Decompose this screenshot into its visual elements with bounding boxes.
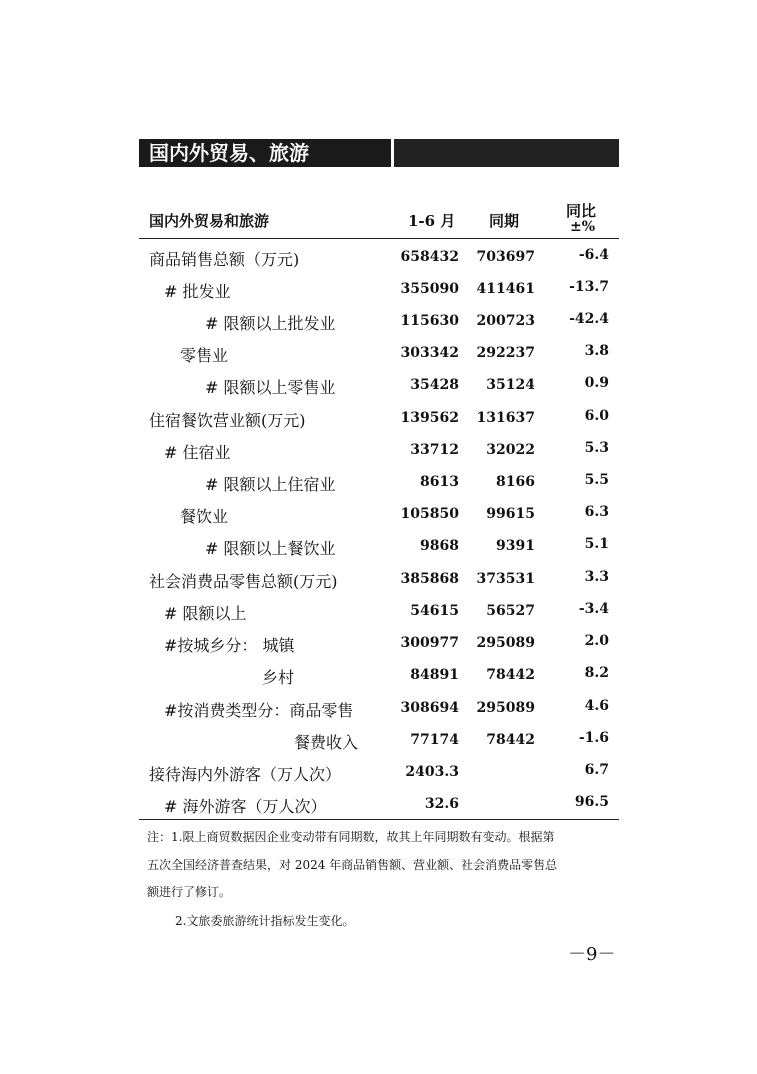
row-label: # 批发业 [164,282,231,301]
row-value-yoy: 6.0 [584,408,609,424]
row-value-yoy: 5.5 [584,472,609,488]
row-value-prior: 8166 [496,474,535,490]
row-value-prior: 295089 [476,635,535,651]
row-value-period: 300977 [400,635,459,651]
header-prior-column: 同期 [489,212,520,230]
row-value-yoy: 0.9 [584,375,609,391]
table-row [0,408,757,438]
table-row [0,665,757,695]
row-value-yoy: -42.4 [569,311,609,327]
note-line: 注：1.限上商贸数据因企业变动带有同期数，故其上年同期数有变动。根据第 [147,830,555,844]
row-label: # 限额以上住宿业 [205,475,336,494]
row-value-period: 303342 [400,345,459,361]
row-value-yoy: 3.8 [584,343,609,359]
row-value-prior: 32022 [486,442,535,458]
table-row [0,375,757,405]
row-value-prior: 78442 [486,732,535,748]
row-value-prior: 411461 [476,281,535,297]
row-value-period: 308694 [400,700,459,716]
row-value-period: 105850 [400,506,459,522]
row-value-yoy: 5.1 [584,536,609,552]
row-value-yoy: 6.3 [584,504,609,520]
row-label: # 海外游客（万人次） [164,797,327,816]
row-label: #按消费类型分：商品零售 [164,701,354,720]
table-row [0,569,757,599]
table-row [0,762,757,792]
row-value-prior: 373531 [476,571,535,587]
note-line: 额进行了修订。 [147,885,232,899]
row-value-prior: 56527 [486,603,535,619]
row-value-prior: 35124 [486,377,535,393]
table-row [0,247,757,277]
table-row [0,730,757,760]
table-row [0,440,757,470]
table-row [0,504,757,534]
table-row [0,311,757,341]
table-row [0,698,757,728]
row-value-prior: 9391 [496,538,535,554]
row-label: 乡村 [262,668,295,687]
row-label: # 限额以上餐饮业 [205,539,336,558]
note-line: 五次全国经济普查结果，对 2024 年商品销售额、营业额、社会消费品零售总 [147,858,558,872]
row-value-period: 2403.3 [405,764,459,780]
row-value-prior: 131637 [476,410,535,426]
section-title-bar [139,139,619,167]
row-label: # 住宿业 [164,443,231,462]
row-value-period: 35428 [410,377,459,393]
title-bar-filler [394,139,619,167]
row-value-prior: 99615 [486,506,535,522]
row-value-period: 355090 [400,281,459,297]
row-label: 餐费收入 [294,733,359,752]
header-item-column: 国内外贸易和旅游 [149,212,270,230]
header-divider [139,238,619,239]
row-value-period: 8613 [420,474,459,490]
row-value-yoy: 5.3 [584,440,609,456]
row-value-yoy: -13.7 [569,279,609,295]
table-bottom-divider [139,819,619,820]
row-value-yoy: 96.5 [574,794,609,810]
row-value-period: 9868 [420,538,459,554]
row-label: 餐饮业 [180,507,229,526]
row-value-yoy: 2.0 [584,633,609,649]
row-value-period: 385868 [400,571,459,587]
row-value-period: 84891 [410,667,459,683]
row-value-prior: 292237 [476,345,535,361]
row-label: # 限额以上零售业 [205,378,336,397]
row-label: 零售业 [180,346,229,365]
row-value-period: 54615 [410,603,459,619]
table-row [0,472,757,502]
row-value-yoy: 6.7 [584,762,609,778]
row-label: 社会消费品零售总额(万元) [149,572,338,591]
row-value-yoy: 4.6 [584,698,609,714]
row-value-yoy: 3.3 [584,569,609,585]
row-value-prior: 295089 [476,700,535,716]
row-value-period: 33712 [410,442,459,458]
row-value-yoy: -3.4 [578,601,609,617]
row-value-yoy: -1.6 [578,730,609,746]
table-row [0,633,757,663]
row-label: # 限额以上 [164,604,247,623]
row-label: 住宿餐饮营业额(万元) [149,411,306,430]
row-value-period: 658432 [400,249,459,265]
row-label: # 限额以上批发业 [205,314,336,333]
header-yoy-unit: ±% [570,219,596,235]
header-yoy-column: 同比 [566,202,597,220]
note-line: 2.文旅委旅游统计指标发生变化。 [175,914,355,928]
table-row [0,536,757,566]
row-value-period: 32.6 [424,796,459,812]
row-label: 接待海内外游客（万人次） [149,765,342,784]
row-value-period: 77174 [410,732,459,748]
row-value-prior: 78442 [486,667,535,683]
row-value-yoy: -6.4 [578,247,609,263]
row-value-period: 139562 [400,410,459,426]
row-label: 商品销售总额（万元) [149,250,300,269]
row-value-prior: 703697 [476,249,535,265]
row-label: #按城乡分： 城镇 [164,636,295,655]
row-value-yoy: 8.2 [584,665,609,681]
table-row [0,601,757,631]
row-value-prior: 200723 [476,313,535,329]
page-number: －9－ [568,944,616,965]
table-row [0,343,757,373]
row-value-period: 115630 [400,313,459,329]
table-row [0,279,757,309]
header-period-column: 1-6 月 [408,212,456,230]
section-title: 国内外贸易、旅游 [139,139,391,167]
